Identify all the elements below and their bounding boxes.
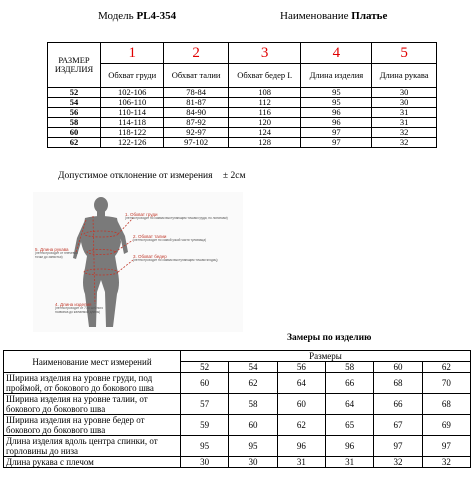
- value-cell: 30: [372, 88, 437, 98]
- value-cell: 31: [325, 457, 373, 468]
- annotation-waist: 2. Обхват талии (лента проходит по самой узкой части туловища): [133, 234, 207, 242]
- col-header: Обхват талии: [164, 64, 228, 88]
- value-cell: 69: [422, 415, 470, 436]
- value-cell: 97: [374, 436, 422, 457]
- table-row: [4, 436, 471, 457]
- table-row: [48, 108, 437, 118]
- value-cell: 66: [325, 373, 373, 394]
- value-cell: 30: [372, 98, 437, 108]
- col-number: 4: [301, 43, 372, 64]
- value-cell: 96: [301, 118, 372, 128]
- table-row: [4, 415, 471, 436]
- measurement-label: Длина изделия вдоль центра спинки, от горловины до низа: [4, 436, 181, 457]
- value-cell: 68: [422, 394, 470, 415]
- name-label: Наименование: [280, 10, 352, 22]
- value-cell: 32: [372, 138, 437, 148]
- value-cell: 62: [277, 415, 325, 436]
- value-cell: 32: [374, 457, 422, 468]
- value-cell: 60: [181, 373, 229, 394]
- value-cell: 96: [325, 436, 373, 457]
- size-cell: 56: [48, 108, 101, 118]
- value-cell: 81-87: [164, 98, 228, 108]
- measurement-label: Ширина изделия на уровне талии, от бокового до бокового шва: [4, 394, 181, 415]
- measurement-label: Ширина изделия на уровне груди, под проймой, от бокового до бокового шва: [4, 373, 181, 394]
- table-row: [4, 457, 471, 468]
- value-cell: 97-102: [164, 138, 228, 148]
- annotation-hips: 3. Обхват бедер (лента проходит по самым выступающим точкам ягодиц): [133, 254, 218, 262]
- value-cell: 95: [301, 98, 372, 108]
- value-cell: 30: [229, 457, 277, 468]
- value-cell: 32: [422, 457, 470, 468]
- col-header: Длина рукава: [372, 64, 437, 88]
- table-row: [48, 118, 437, 128]
- col-number: 3: [228, 43, 301, 64]
- size-header-cell: 60: [374, 362, 422, 373]
- value-cell: 31: [372, 108, 437, 118]
- value-cell: 97: [422, 436, 470, 457]
- value-cell: 60: [277, 394, 325, 415]
- value-cell: 66: [374, 394, 422, 415]
- size-cell: 52: [48, 88, 101, 98]
- annotation-sleeve: 5. Длина рукава (лента проходит от плечевой точки до запястья): [35, 247, 78, 259]
- value-cell: 31: [277, 457, 325, 468]
- value-cell: 124: [228, 128, 301, 138]
- col-number: 1: [101, 43, 164, 64]
- tolerance-value: ± 2см: [222, 171, 246, 181]
- product-measurements-title: Замеры по изделию: [287, 333, 372, 343]
- table-row: [4, 394, 471, 415]
- value-cell: 118-122: [101, 128, 164, 138]
- value-cell: 87-92: [164, 118, 228, 128]
- value-cell: 112: [228, 98, 301, 108]
- size-cell: 60: [48, 128, 101, 138]
- value-cell: 96: [277, 436, 325, 457]
- value-cell: 95: [229, 436, 277, 457]
- size-header-cell: 52: [181, 362, 229, 373]
- product-measurements-table: [3, 350, 471, 468]
- model-code: PL4-354: [136, 10, 177, 22]
- model-line: [98, 10, 176, 22]
- value-cell: 62: [229, 373, 277, 394]
- measurement-label: Длина рукава с плечом: [4, 457, 181, 468]
- value-cell: 95: [181, 436, 229, 457]
- size-cell: 62: [48, 138, 101, 148]
- measurement-label: Ширина изделия на уровне бедер от бокового до бокового шва: [4, 415, 181, 436]
- size-cell: 58: [48, 118, 101, 128]
- value-cell: 95: [301, 88, 372, 98]
- value-cell: 68: [374, 373, 422, 394]
- tolerance-label: Допустимое отклонение от измерения: [58, 171, 213, 181]
- value-cell: 30: [181, 457, 229, 468]
- size-table: [47, 42, 437, 148]
- table-row: [48, 88, 437, 98]
- value-cell: 60: [229, 415, 277, 436]
- value-cell: 78-84: [164, 88, 228, 98]
- size-header-cell: 56: [277, 362, 325, 373]
- col-number: 2: [164, 43, 228, 64]
- tolerance-line: [58, 171, 245, 181]
- value-cell: 120: [228, 118, 301, 128]
- value-cell: 97: [301, 138, 372, 148]
- value-cell: 92-97: [164, 128, 228, 138]
- value-cell: 116: [228, 108, 301, 118]
- table-row: [48, 98, 437, 108]
- name-value: Платье: [351, 10, 388, 22]
- col-number: 5: [372, 43, 437, 64]
- col-header: Обхват груди: [101, 64, 164, 88]
- annotation-chest: 1. Обхват груди (лента проходит по самым выступающим точкам груди, по лопаткам): [125, 212, 228, 220]
- sizes-header: Размеры: [181, 351, 471, 362]
- value-cell: 128: [228, 138, 301, 148]
- value-cell: 102-106: [101, 88, 164, 98]
- value-cell: 31: [372, 118, 437, 128]
- value-cell: 110-114: [101, 108, 164, 118]
- value-cell: 58: [229, 394, 277, 415]
- size-header-cell: 54: [229, 362, 277, 373]
- measurement-figure: [33, 192, 243, 332]
- value-cell: 59: [181, 415, 229, 436]
- model-label: Модель: [98, 10, 137, 22]
- table-row: [4, 373, 471, 394]
- annotation-length: 4. Длина изделия (лента проходит от 7-го шейного позвонка до желаемой длины): [55, 302, 104, 314]
- size-header-cell: 62: [422, 362, 470, 373]
- value-cell: 67: [374, 415, 422, 436]
- value-cell: 114-118: [101, 118, 164, 128]
- table-row: [48, 138, 437, 148]
- name-line: [280, 10, 387, 22]
- size-header-cell: 58: [325, 362, 373, 373]
- value-cell: 108: [228, 88, 301, 98]
- value-cell: 84-90: [164, 108, 228, 118]
- table-row: [48, 128, 437, 138]
- col-header: Длина изделия: [301, 64, 372, 88]
- value-cell: 64: [325, 394, 373, 415]
- value-cell: 106-110: [101, 98, 164, 108]
- value-cell: 97: [301, 128, 372, 138]
- value-cell: 64: [277, 373, 325, 394]
- value-cell: 32: [372, 128, 437, 138]
- size-table-corner: РАЗМЕР ИЗДЕЛИЯ: [48, 43, 101, 88]
- value-cell: 57: [181, 394, 229, 415]
- value-cell: 122-126: [101, 138, 164, 148]
- size-cell: 54: [48, 98, 101, 108]
- value-cell: 96: [301, 108, 372, 118]
- measurement-name-header: Наименование мест измерений: [4, 351, 181, 373]
- col-header: Обхват бедер I.: [228, 64, 301, 88]
- value-cell: 65: [325, 415, 373, 436]
- value-cell: 70: [422, 373, 470, 394]
